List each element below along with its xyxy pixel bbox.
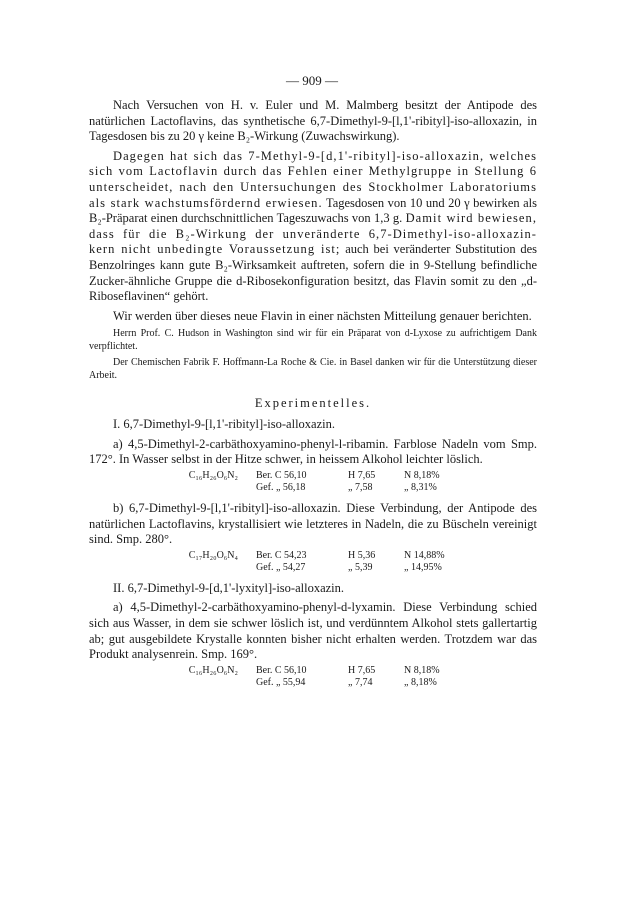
analysis-carbon: Gef. „ 55,94 bbox=[256, 677, 306, 689]
footnote-hoffmann-la-roche: Der Chemischen Fabrik F. Hoffmann-La Roche & Cie. in Basel danken wir für die Unterstützung dieser Arbeit. bbox=[89, 357, 537, 381]
paragraph-methyl-ribityl-part-2: Tagesdosen von 10 und 20 γ bewirken als B₂-Präparat einen durchschnittlichen Tageszuwachs von 1,3 g. bbox=[89, 195, 537, 226]
analysis-hydrogen: „ 7,58 bbox=[348, 482, 373, 494]
analysis-hydrogen: H 7,65 bbox=[348, 469, 376, 481]
analysis-hydrogen: H 7,65 bbox=[348, 664, 376, 676]
analysis-block bbox=[89, 665, 537, 690]
paragraph-methyl-ribityl-part-3: Damit wird bewiesen, dass für die B₂-Wirkung der unveränderte 6,7-Dimethyl-iso-alloxazin-kern nicht unbedingte Voraussetzung ist; bbox=[89, 211, 537, 257]
analysis-nitrogen: „ 14,95% bbox=[404, 562, 442, 574]
analysis-formula: C₁₇H₂₀O₆N₄ bbox=[188, 549, 238, 561]
paragraph-euler-malmberg: Nach Versuchen von H. v. Euler und M. Malmberg besitzt der Antipode des natürlichen Lactoflavins, das synthetische 6,7-Dimethyl-9-[l,1'-ribityl]-iso-alloxazin, in Tagesdosen bis zu 20 γ keine B₂-Wirkung (Zuwachswirkung). bbox=[89, 98, 537, 144]
analysis-nitrogen: N 8,18% bbox=[404, 469, 440, 481]
analysis-carbon: Gef. „ 56,18 bbox=[256, 482, 306, 494]
paragraph-methyl-ribityl-part-1: Dagegen hat sich das 7-Methyl-9-[d,1'-ribityl]-iso-alloxazin, welches sich vom Lactoflavin durch das Fehlen einer Methylgruppe in Stellung 6 unterscheidet, nach den Untersuchungen des Stockholmer Laboratoriums als stark wachstumsfördernd erwiesen. bbox=[89, 148, 537, 210]
analysis-row bbox=[89, 470, 537, 483]
analysis-row bbox=[89, 665, 537, 678]
analysis-formula: C₁₆H₂₆O₆N₂ bbox=[188, 664, 238, 676]
analysis-carbon: Ber. C 54,23 bbox=[256, 549, 307, 561]
body-text bbox=[89, 98, 537, 694]
analysis-hydrogen: „ 5,39 bbox=[348, 562, 373, 574]
analysis-nitrogen: „ 8,31% bbox=[404, 482, 437, 494]
analysis-row bbox=[89, 482, 537, 495]
section-title-ii: II. 6,7-Dimethyl-9-[d,1'-lyxityl]-iso-alloxazin. bbox=[113, 580, 345, 595]
paragraph-methyl-ribityl-part-4: auch bei veränderter Substitution des Benzolringes kann gute B₂-Wirksamkeit auftreten, sofern die in 9-Stellung befindliche Zucker-ähnliche Gruppe die d-Ribosekonfiguration besitzt, das Flavin somit zu den „d-Riboseflavinen“ gehört. bbox=[89, 242, 538, 304]
paragraph-next-communication: Wir werden über dieses neue Flavin in einer nächsten Mitteilung genauer berichten. bbox=[113, 308, 532, 323]
section-heading: Experimentelles. bbox=[254, 395, 372, 410]
analysis-row bbox=[89, 550, 537, 563]
analysis-row bbox=[89, 677, 537, 690]
analysis-carbon: Gef. „ 54,27 bbox=[256, 562, 306, 574]
footnote-hudson: Herrn Prof. C. Hudson in Washington sind wir für ein Präparat von d-Lyxose zu aufrichtigem Dank verpflichtet. bbox=[89, 328, 537, 352]
analysis-hydrogen: H 5,36 bbox=[348, 549, 376, 561]
item-ii-a-text: a) 4,5-Dimethyl-2-carbäthoxyamino-phenyl-d-lyxamin. Diese Verbindung schied sich aus Wasser, in dem sie schwer löslich ist, und verdünntem Alkohol stets gallertartig ab; gut ausgebildete Krystalle konnten bisher nicht erhalten werden. Trotzdem war das Produkt analysenrein. Smp. 169°. bbox=[89, 600, 537, 662]
analysis-nitrogen: „ 8,18% bbox=[404, 677, 437, 689]
page-number: — 909 — bbox=[286, 73, 338, 88]
analysis-nitrogen: N 8,18% bbox=[404, 664, 440, 676]
paragraph-methyl-ribityl bbox=[89, 149, 537, 305]
analysis-block bbox=[89, 550, 537, 575]
section-title-i: I. 6,7-Dimethyl-9-[l,1'-ribityl]-iso-alloxazin. bbox=[113, 416, 335, 431]
analysis-block bbox=[89, 470, 537, 495]
analysis-hydrogen: „ 7,74 bbox=[348, 677, 373, 689]
analysis-row bbox=[89, 562, 537, 575]
item-i-b-text: b) 6,7-Dimethyl-9-[l,1'-ribityl]-iso-alloxazin. Diese Verbindung, der Antipode des natürlichen Lactoflavins, krystallisiert wie letzteres in Nadeln, die zu Büscheln vereinigt sind. Smp. 280°. bbox=[89, 500, 537, 547]
item-i-a-text: a) 4,5-Dimethyl-2-carbäthoxyamino-phenyl-l-ribamin. Farblose Nadeln vom Smp. 172°. In Wasser selbst in der Hitze schwer, in heissem Alkohol leichter löslich. bbox=[89, 436, 537, 467]
analysis-carbon: Ber. C 56,10 bbox=[256, 469, 307, 481]
analysis-nitrogen: N 14,88% bbox=[404, 549, 445, 561]
analysis-carbon: Ber. C 56,10 bbox=[256, 664, 307, 676]
analysis-formula: C₁₆H₂₆O₆N₂ bbox=[188, 469, 238, 481]
